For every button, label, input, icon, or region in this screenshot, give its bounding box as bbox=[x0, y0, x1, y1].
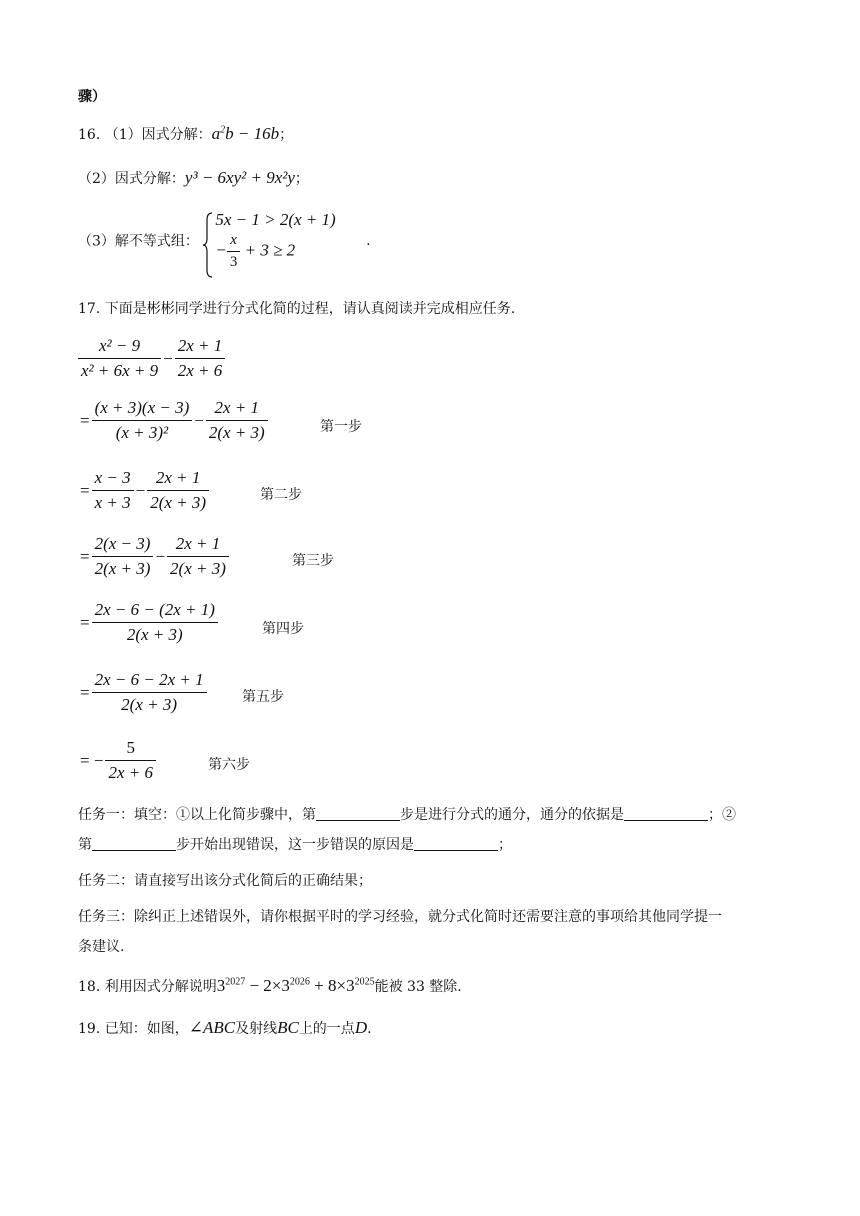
q18-expression: $3^{2027} - 2\times 3^{2026} + 8\times 3^{2025}$ bbox=[216, 976, 375, 995]
expression-original: $\frac{\text{x² − 9}}{\text{x² + 6x + 9}}$ − $\frac{2x + 1}{2x + 6}$ bbox=[78, 336, 225, 381]
fraction: $\frac{2x - 6 - 2x + 1}{2(x + 3)}$ bbox=[92, 670, 207, 715]
step-1-expression: = $\frac{(x + 3)(x - 3)}{\text{(x + 3)²}}$ − $\frac{2x + 1}{2(x + 3)}$ bbox=[78, 398, 268, 443]
angle-label: ∠ABC bbox=[188, 1018, 236, 1037]
fraction: $\frac{5}{2x + 6}$ bbox=[105, 738, 156, 783]
step-6-label: 第六步 bbox=[208, 757, 250, 773]
q16-part1 bbox=[78, 124, 293, 144]
q16-part2-expression: y³ − 6xy² + 9x²y bbox=[184, 168, 295, 187]
punct: . bbox=[366, 232, 371, 249]
fraction: $\frac{2x + 1}{2x + 6}$ bbox=[175, 336, 226, 381]
inequality-system bbox=[203, 210, 335, 271]
step-6-expression: = − $\frac{5}{2x + 6}$ bbox=[78, 738, 156, 783]
answer-blank[interactable] bbox=[316, 806, 400, 821]
q18 bbox=[78, 976, 462, 996]
step-4-expression: = $\frac{2x - 6 - (2x + 1)}{2(x + 3)}$ bbox=[78, 600, 218, 645]
q17-intro: 17. 下面是彬彬同学进行分式化简的过程，请认真阅读并完成相应任务. bbox=[78, 301, 516, 317]
brace-icon bbox=[203, 212, 213, 278]
fraction: $\frac{2x + 1}{2(x + 3)}$ bbox=[206, 398, 268, 443]
task-3: 任务三：除纠正上述错误外，请你根据平时的学习经验，就分式化简时还需要注意的事项给其他同学提一 条建议. bbox=[78, 909, 722, 955]
step-3-expression: = $\frac{2(x - 3)}{2(x + 3)}$ − $\frac{2x + 1}{2(x + 3)}$ bbox=[78, 534, 229, 579]
q16-part3-label: （3）解不等式组： bbox=[78, 233, 199, 250]
q18-text-end: 能被 33 整除. bbox=[374, 979, 462, 995]
q16-part2 bbox=[78, 168, 309, 188]
step-5-expression: = $\frac{2x - 6 - 2x + 1}{2(x + 3)}$ bbox=[78, 670, 207, 715]
q18-text: 18. 利用因式分解说明 bbox=[78, 979, 217, 995]
q19: 19. 已知：如图，∠ABC及射线BC上的一点D. bbox=[78, 1018, 372, 1037]
task-2: 任务二：请直接写出该分式化简后的正确结果； bbox=[78, 873, 372, 889]
step-2-expression: = $\frac{x - 3}{x + 3}$ − $\frac{2x + 1}{2(x + 3)}$ bbox=[78, 468, 209, 513]
fraction: $\frac{x - 3}{x + 3}$ bbox=[92, 468, 134, 513]
step-3-label: 第三步 bbox=[292, 553, 334, 569]
inequality-1: 5x − 1 > 2(x + 1) bbox=[215, 210, 336, 229]
step-2-label: 第二步 bbox=[260, 487, 302, 503]
q16-part3 bbox=[78, 210, 371, 271]
step-5-label: 第五步 bbox=[242, 689, 284, 705]
ray-label: BC bbox=[277, 1018, 299, 1037]
answer-blank[interactable] bbox=[624, 806, 708, 821]
fraction: $\frac{2x + 1}{2(x + 3)}$ bbox=[147, 468, 209, 513]
fraction: $\frac{2x + 1}{2(x + 3)}$ bbox=[167, 534, 229, 579]
fraction: $\frac{\text{x² − 9}}{\text{x² + 6x + 9}}$ bbox=[78, 336, 161, 381]
answer-blank[interactable] bbox=[414, 836, 498, 851]
q16-part1-expression: $a^2b - 16b$ bbox=[211, 124, 280, 143]
fraction: $\frac{2(x - 3)}{2(x + 3)}$ bbox=[92, 534, 154, 579]
point-label: D bbox=[354, 1018, 368, 1037]
fraction: $\frac{(x + 3)(x - 3)}{\text{(x + 3)²}}$ bbox=[92, 398, 193, 443]
fraction: $\frac{2x - 6 - (2x + 1)}{2(x + 3)}$ bbox=[92, 600, 218, 645]
step-1-label: 第一步 bbox=[320, 419, 362, 435]
q16-part1-label: 16. （1）因式分解： bbox=[78, 127, 212, 143]
inequality-2: − $\frac{x}{3}$ + 3 ≥ 2 bbox=[215, 232, 296, 270]
answer-blank[interactable] bbox=[92, 836, 176, 851]
punct: ； bbox=[294, 171, 309, 187]
q16-part2-label: （2）因式分解： bbox=[78, 171, 185, 187]
step-4-label: 第四步 bbox=[262, 621, 304, 637]
task-1: 任务一：填空：①以上化简步骤中，第 步是进行分式的通分，通分的依据是 ；② 第 步开始出现错误，这一步错误的原因是 ； bbox=[78, 807, 736, 853]
continued-text: 骤） bbox=[78, 89, 106, 105]
punct: ； bbox=[279, 127, 294, 143]
